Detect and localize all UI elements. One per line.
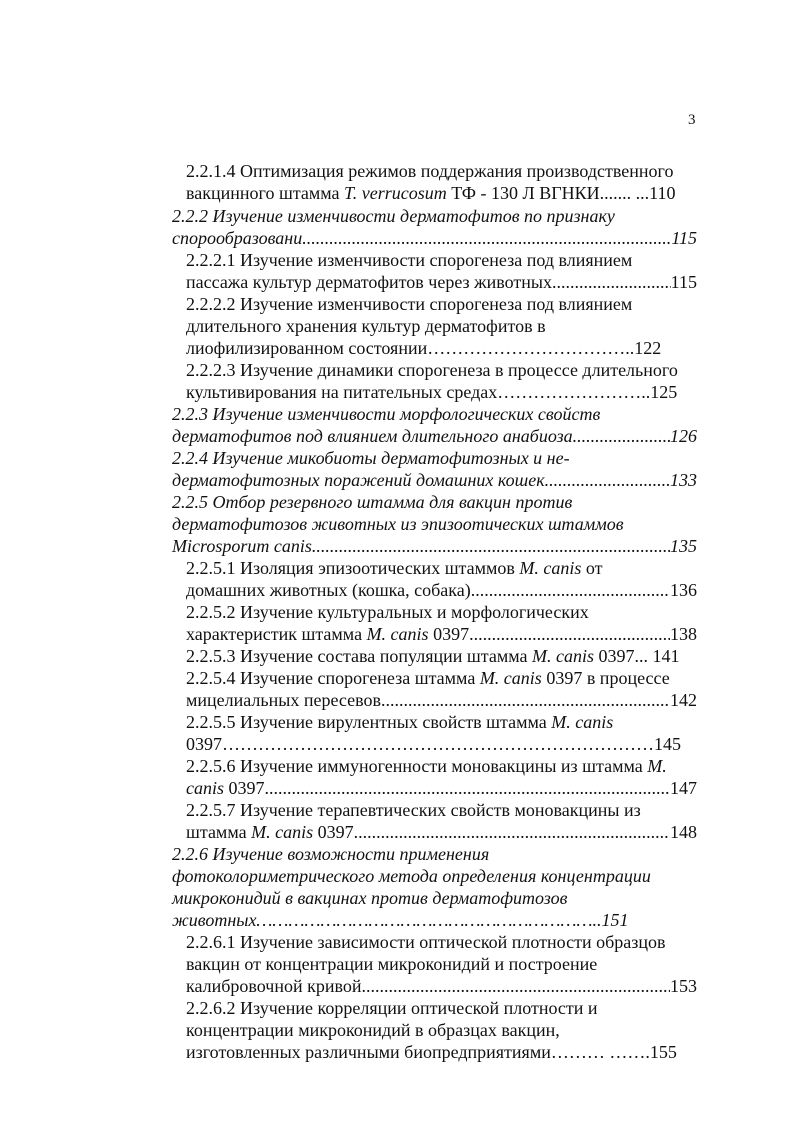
page-ref: 126 <box>670 426 697 446</box>
toc-entry-2-2-2-2-line-1: 2.2.2.2 Изучение изменчивости спорогенеза под влиянием <box>186 294 633 314</box>
toc-entry-2-2-5-6-line-2: canis 0397 ..... 147 <box>186 777 697 799</box>
toc-entry-2-2-2-3-line-1: 2.2.2.3 Изучение динамики спорогенеза в процессе длительного <box>186 360 678 380</box>
toc-entry-2-2-6-line-3: микроконидий в вакцинах против дерматофитозов <box>172 888 568 908</box>
toc-entry-2-2-6-2-line-2: концентрации микроконидий в образцах вакцин, <box>186 1020 560 1040</box>
page-ref: 115 <box>671 228 697 248</box>
toc-entry-2-2-2-2-line-2: длительного хранения культур дерматофитов в <box>186 316 546 336</box>
page-ref: 142 <box>670 690 697 710</box>
toc-entry-2-2-5-7-line-1: 2.2.5.7 Изучение терапевтических свойств моновакцины из <box>186 800 641 820</box>
toc-entry-2-2-6-1-line-1: 2.2.6.1 Изучение зависимости оптической плотности образцов <box>186 932 666 952</box>
toc-entry-2-2-6-1-line-2: вакцин от концентрации микроконидий и построение <box>186 954 598 974</box>
page-ref: 135 <box>670 536 697 556</box>
toc-entry-2-2-4-line-2: дерматофитозных поражений домашних кошек. ..... 133 <box>172 469 697 491</box>
page-ref: 133 <box>670 470 697 490</box>
page-ref: 136 <box>670 580 697 600</box>
toc-entry-2-2-6-line-4: животных………………………………………………………..151 <box>172 910 629 930</box>
page-ref: 115 <box>670 272 697 292</box>
toc-entry-2-2-5-2-line-1: 2.2.5.2 Изучение культуральных и морфологических <box>186 602 589 622</box>
toc-entry-2-2-6-2-line-1: 2.2.6.2 Изучение корреляции оптической плотности и <box>186 998 598 1018</box>
toc-entry-2-2-5-5-line-2: 0397………………………………………………………………145 <box>186 734 681 754</box>
page-ref: 147 <box>670 778 697 798</box>
toc-entry-2-2-2-1-line-1: 2.2.2.1 Изучение изменчивости спорогенеза под влиянием <box>186 250 633 270</box>
toc-entry-2-2-4-line-1: 2.2.4 Изучение микобиоты дерматофитозных и не- <box>172 448 570 468</box>
toc-entry-2-2-1-4-line-2: вакцинного штамма T. verrucosum ТФ - 130 Л ВГНКИ....... ...110 <box>186 183 676 203</box>
toc-entry-2-2-6-2-line-3: изготовленных различными биопредприятиями……… …….155 <box>186 1042 677 1062</box>
toc-entry-2-2-3-line-1: 2.2.3 Изучение изменчивости морфологических свойств <box>172 404 601 424</box>
toc-entry-2-2-5-4-line-2: мицелиальных пересевов ..... 142 <box>186 689 697 711</box>
toc-entry-2-2-5-2-line-2: характеристик штамма M. canis 0397 ..... 138 <box>186 623 697 645</box>
toc-entry-2-2-2-1-line-2: пассажа культур дерматофитов через животных ..... 115 <box>186 271 697 293</box>
toc-entry-2-2-5-5-line-1: 2.2.5.5 Изучение вирулентных свойств штамма M. canis <box>186 712 614 732</box>
toc-entry-2-2-2-2-line-3: лиофилизированном состоянии……………………………..122 <box>186 338 662 358</box>
toc-entry-2-2-6-line-2: фотоколориметрического метода определения концентрации <box>172 866 651 886</box>
toc-entry-2-2-3-line-2: дерматофитов под влиянием длительного анабиоза. ..... 126 <box>172 425 697 447</box>
toc-entry-2-2-6-1-line-3: калибровочной кривой ..... 153 <box>186 975 697 997</box>
toc-entry-2-2-5-line-3: Microsporum canis. ..... 135 <box>172 535 697 557</box>
page-ref: 148 <box>670 822 697 842</box>
toc-entry-2-2-6-line-1: 2.2.6 Изучение возможности применения <box>172 844 490 864</box>
toc-entry-2-2-5-7-line-2: штамма M. canis 0397 ..... 148 <box>186 821 697 843</box>
toc-entry-2-2-5-line-1: 2.2.5 Отбор резервного штамма для вакцин против <box>172 492 573 512</box>
page-ref: 138 <box>670 624 697 644</box>
page-ref: 153 <box>670 976 697 996</box>
toc-entry-2-2-5-3-line-1: 2.2.5.3 Изучение состава популяции штамма M. canis 0397... 141 <box>186 646 680 666</box>
toc-entry-2-2-5-1-line-2: домашних животных (кошка, собака) ..... 136 <box>186 579 697 601</box>
toc-entry-2-2-5-6-line-1: 2.2.5.6 Изучение иммуногенности моновакцины из штамма M. <box>186 756 667 776</box>
toc-entry-2-2-5-line-2: дерматофитозов животных из эпизоотических штаммов <box>172 514 624 534</box>
toc-entry-2-2-1-4-line-1: 2.2.1.4 Оптимизация режимов поддержания производственного <box>186 161 674 181</box>
toc-entry-2-2-2-line-1: 2.2.2 Изучение изменчивости дерматофитов по признаку <box>172 206 615 226</box>
toc-entry-2-2-5-4-line-1: 2.2.5.4 Изучение спорогенеза штамма M. canis 0397 в процессе <box>186 668 670 688</box>
toc-entry-2-2-5-1-line-1: 2.2.5.1 Изоляция эпизоотических штаммов M. canis от <box>186 558 603 578</box>
page-number: 3 <box>688 112 696 128</box>
toc-entry-2-2-2-3-line-2: культивирования на питательных средах……………………..125 <box>186 382 678 402</box>
toc-entry-2-2-2-line-2: спорообразовани ..... 115 <box>172 227 697 249</box>
